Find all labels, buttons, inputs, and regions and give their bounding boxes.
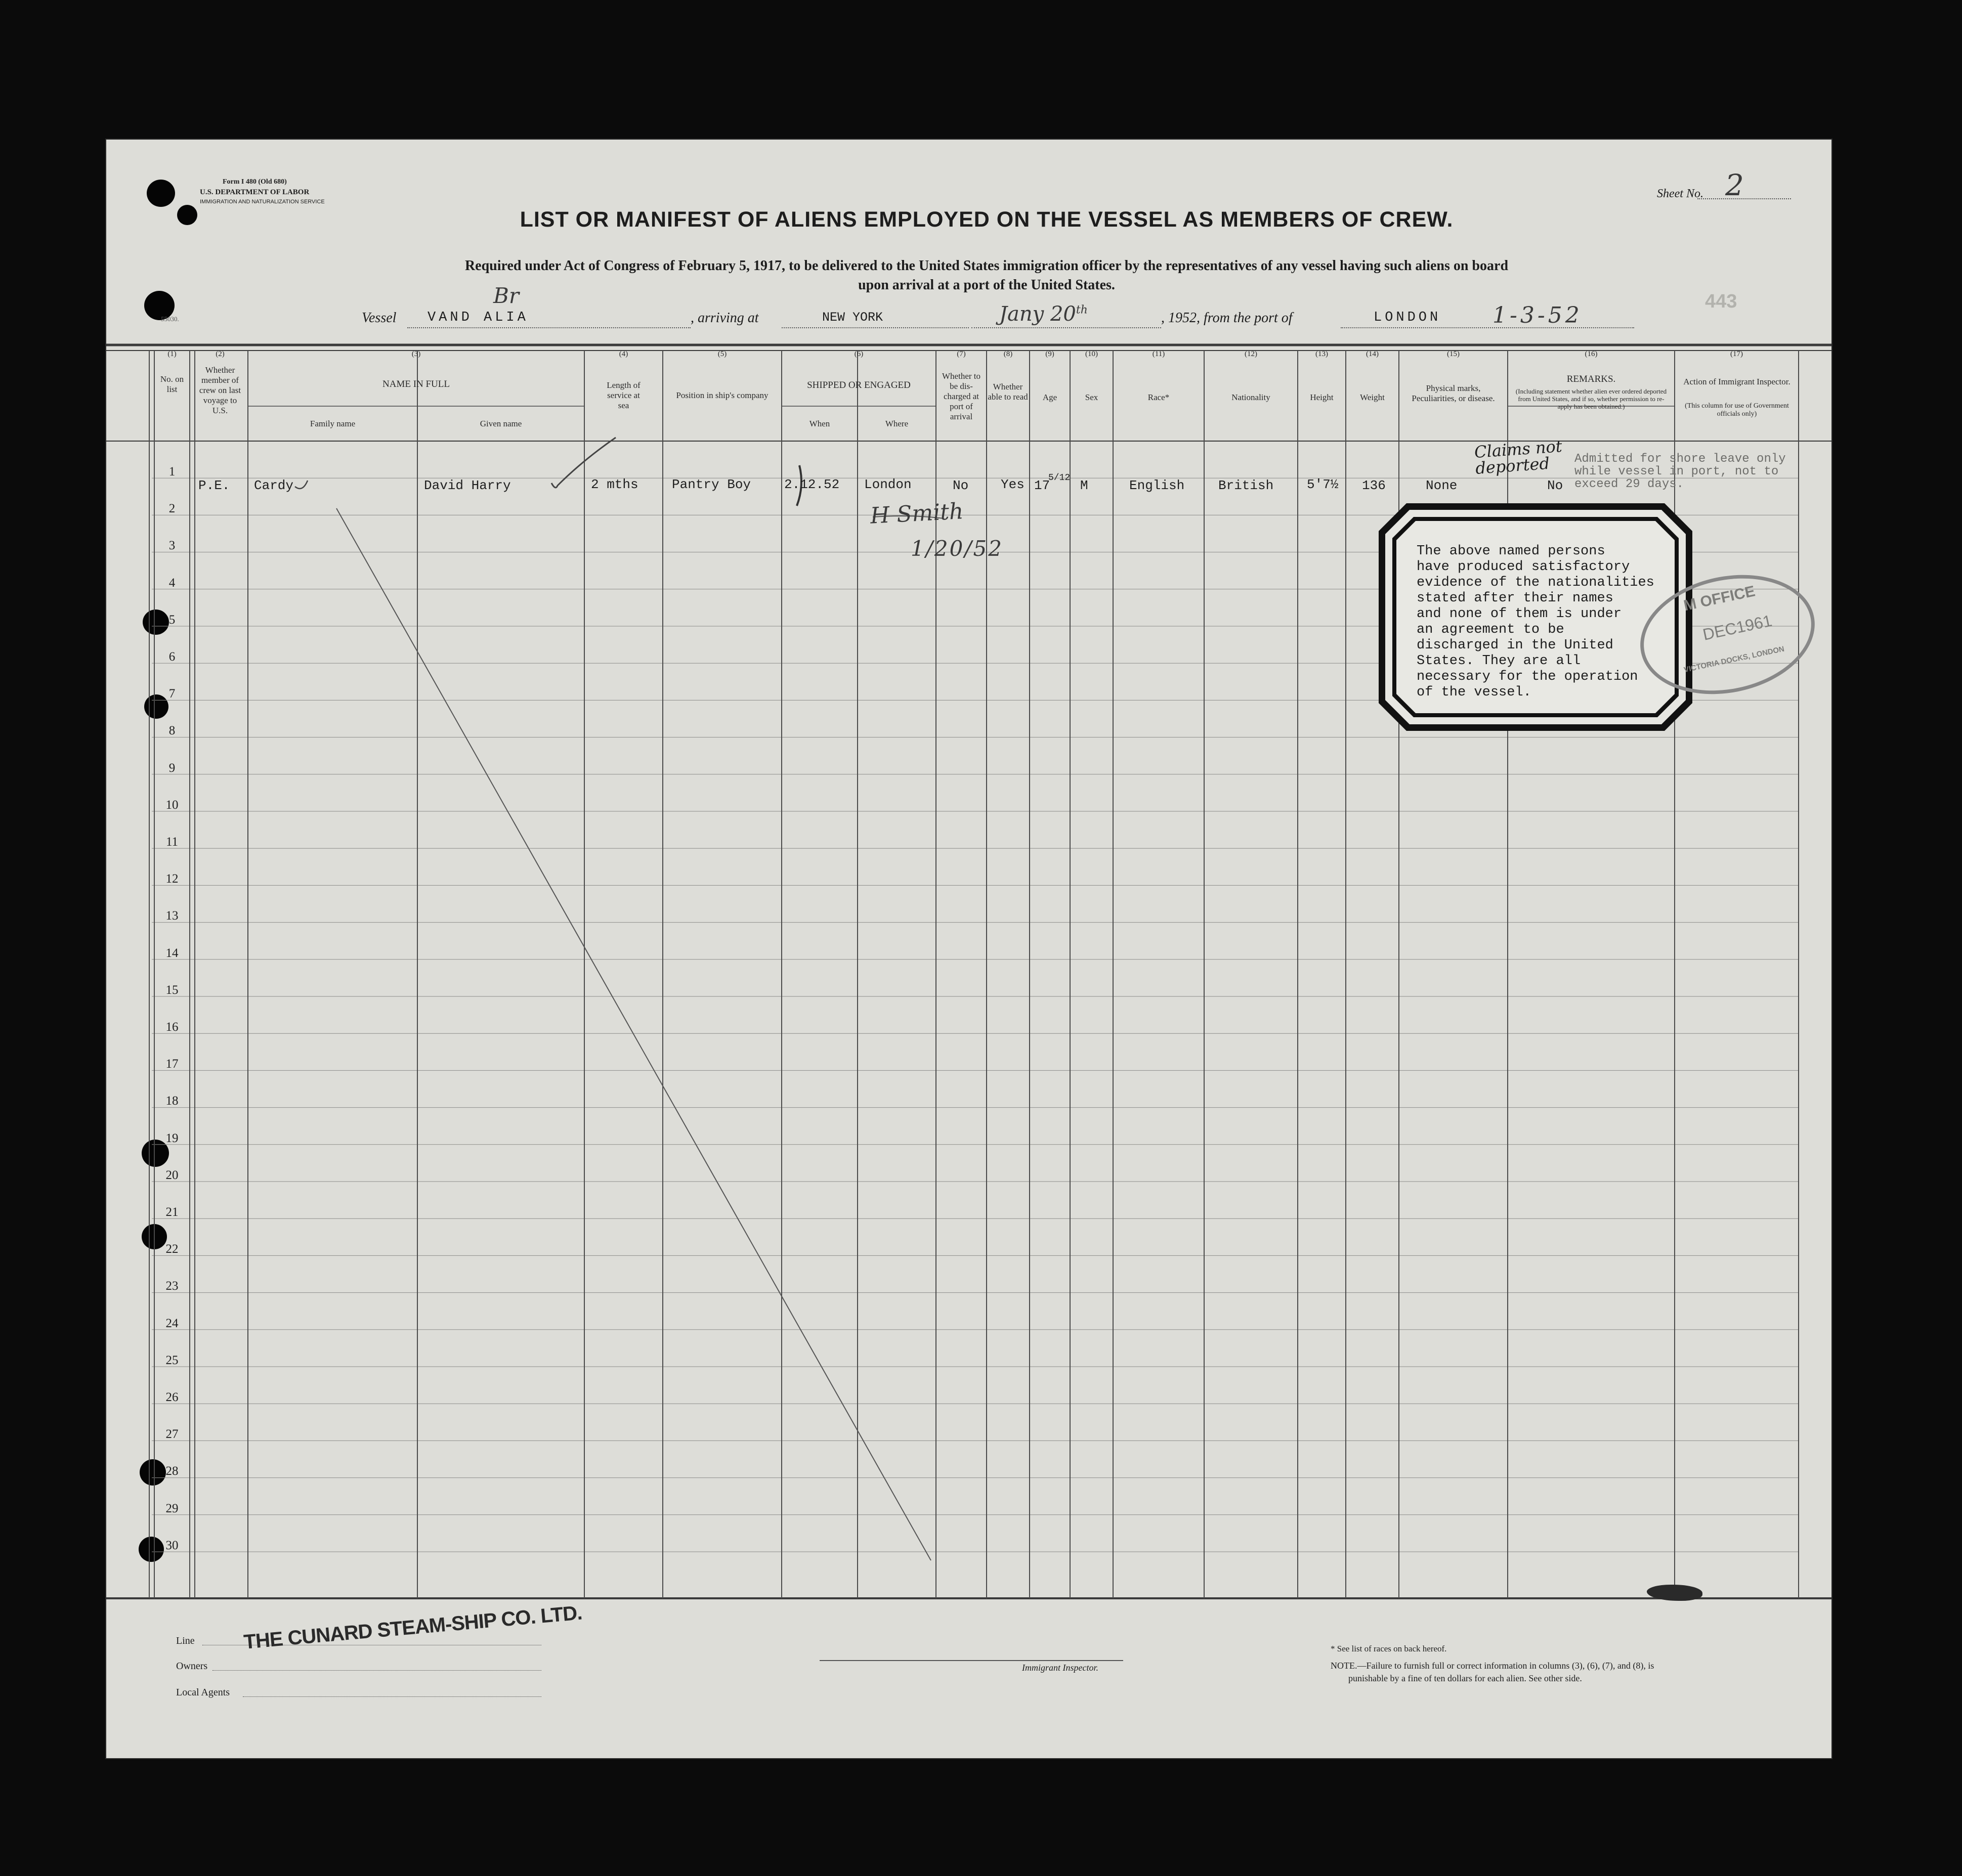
row-number: 16 [165,1020,179,1034]
row-number: 11 [165,835,179,849]
subtitle-line1: Required under Act of Congress of February 5, 1917, to be delivered to the United States immigration officer by the representatives of any vessel having such aliens on board [464,258,1509,274]
col5-header: Position in ship's company [676,390,769,400]
stamp-line: States. They are all [1417,653,1581,669]
col12-header: Nationality [1231,392,1270,402]
row1-length: 2 mths [591,477,638,492]
stamp-line: discharged in the United [1417,638,1613,653]
col1-num: (1) [167,350,177,358]
row-number: 17 [165,1057,179,1071]
row-number: 8 [168,724,176,738]
row-number: 12 [165,872,179,886]
stamp-line: The above named persons [1417,544,1605,559]
col2-header: Whether member of crew on last voyage to U.S. [199,365,241,415]
owners-field [212,1670,541,1671]
col6-num: (6) [854,350,864,358]
agents-field [243,1696,541,1697]
stamp-line: have produced satisfactory [1417,559,1630,575]
vessel-label: Vessel [362,310,397,326]
col13-header: Height [1310,392,1334,402]
row-number: 15 [165,983,179,997]
col16-num: (16) [1585,350,1598,358]
stamp-line: stated after their names [1417,591,1613,606]
row-number: 3 [168,539,176,553]
row-number: 29 [165,1501,179,1515]
row-number: 26 [165,1390,179,1404]
year-label: , 1952, from the port of [1161,310,1293,326]
col17-header: Action of Immigrant Inspector. [1683,377,1790,386]
col11-num: (11) [1152,350,1165,358]
col1-header: No. on list [160,374,184,394]
agents-label: Local Agents [176,1687,230,1698]
row-number: 19 [165,1131,179,1145]
vessel-prefix: Br [493,283,519,308]
col14-header: Weight [1360,392,1385,402]
col17-note: (This column for use of Government officials only) [1685,402,1789,418]
col6-where-subhead: Where [885,419,909,428]
row-number: 4 [168,576,176,590]
from-date: 1-3-52 [1492,302,1583,328]
row-number: 28 [165,1464,179,1478]
department: U.S. DEPARTMENT OF LABOR [200,188,310,196]
col11-header: Race* [1147,392,1170,402]
form-number: Form I 480 (Old 680) [223,178,287,186]
row1-where: London [864,477,912,492]
col7-num: (7) [957,350,966,358]
inspector-label: Immigrant Inspector. [1022,1663,1098,1673]
row-number: 27 [165,1427,179,1442]
row1-remarks: No [1547,478,1563,493]
oval-stamp-date: DEC1961 [1701,611,1774,644]
col4-num: (4) [619,350,628,358]
row1-age-months: 5/12 [1048,473,1071,483]
race-note: * See list of races on back hereof. [1331,1644,1447,1653]
col10-num: (10) [1085,350,1098,358]
col8-num: (8) [1003,350,1013,358]
col6-when-subhead: When [809,419,830,428]
col8-header: Whether able to read [988,382,1028,402]
col14-num: (14) [1366,350,1379,358]
oval-stamp-bottom: VICTORIA DOCKS, LONDON [1683,644,1785,675]
owners-label: Owners [176,1661,208,1672]
col3-num: (3) [411,350,421,358]
col6-header: SHIPPED OR ENGAGED [807,380,911,390]
row-number: 20 [165,1168,179,1182]
row1-weight: 136 [1362,478,1386,493]
vessel-name: VAND ALIA [428,310,529,325]
row-number: 13 [165,909,179,923]
col3-given-subhead: Given name [480,419,522,428]
col12-num: (12) [1245,350,1257,358]
row1-discharged: No [953,478,969,493]
col15-header: Physical marks, Peculiarities, or disease. [1412,383,1495,403]
col5-num: (5) [717,350,727,358]
row-number: 6 [168,650,176,664]
row1-read: Yes [1001,477,1025,492]
arriving-label: , arriving at [691,310,759,326]
inspector-signature-line [820,1660,1123,1661]
row-number: 10 [165,798,179,812]
col17-num: (17) [1730,350,1743,358]
col3-header: NAME IN FULL [382,379,450,389]
arriving-port: NEW YORK [822,310,883,325]
row1-position: Pantry Boy [672,477,751,492]
col7-header: Whether to be dis-charged at port of arrival [942,371,980,421]
row1-action: Admitted for shore leave only while vessel in port, not to exceed 29 days. [1574,452,1786,491]
row-number: 2 [168,502,176,516]
col16-note: (Including statement whether alien ever ordered deported from United States, and if so, whether permission to re-apply has been obtained.) [1515,387,1667,410]
arrival-date-text: Jany 20 [999,302,1076,326]
oval-stamp-top: M OFFICE [1682,583,1757,615]
arrival-date-suffix: th [1076,303,1088,317]
row1-last-voyage: P.E. [198,478,230,493]
row1-given-name: David Harry [424,478,511,493]
inspector-signature: H Smith [869,498,964,529]
stamp-number: 443 [1705,291,1737,312]
footer-note-line1: NOTE.—Failure to furnish full or correct information in columns (3), (6), (7), and (8), is [1331,1661,1654,1671]
col9-header: Age [1042,392,1057,402]
col13-num: (13) [1315,350,1328,358]
row1-when: 2.12.52 [784,477,840,492]
row1-remarks-hand: Claims not deported [1473,436,1563,478]
col9-num: (9) [1045,350,1054,358]
col4-header: Length of service at sea [607,380,641,410]
subtitle-line2: upon arrival at a port of the United States. [858,277,1115,293]
row-number: 25 [165,1353,179,1367]
inspector-signature-date: 1/20/52 [911,536,1003,561]
footer-note-line2: punishable by a fine of ten dollars for each alien. See other side. [1348,1673,1582,1683]
line-label: Line [176,1635,195,1646]
stamp-line: an agreement to be [1417,622,1564,637]
col15-num: (15) [1447,350,1460,358]
row-number: 5 [168,613,176,627]
row-number: 23 [165,1279,179,1293]
page-title: LIST OR MANIFEST OF ALIENS EMPLOYED ON THE VESSEL AS MEMBERS OF CREW. [520,207,1454,232]
row-number: 7 [168,687,176,701]
col2-num: (2) [216,350,225,358]
stamp-line: of the vessel. [1417,685,1531,700]
sheet-value: 2 [1725,168,1744,202]
row1-race: English [1129,478,1185,493]
row1-age: 17 [1034,478,1050,493]
row-number: 30 [165,1538,179,1552]
service: IMMIGRATION AND NATURALIZATION SERVICE [200,199,325,205]
row1-nationality: British [1218,478,1274,493]
stamp-line: evidence of the nationalities [1417,575,1654,590]
row-number: 14 [165,946,179,960]
col10-header: Sex [1085,392,1098,402]
col3-family-subhead: Family name [310,419,356,428]
row-number: 24 [165,1316,179,1330]
owners-value: THE CUNARD STEAM-SHIP CO. LTD. [243,1601,583,1653]
row1-marks: None [1426,478,1458,493]
row1-family-name: Cardy [254,478,294,493]
row-number: 9 [168,761,176,775]
row1-sex: M [1080,478,1088,493]
row-number: 1 [168,465,176,478]
sheet-label: Sheet No. [1657,187,1703,200]
stamp-line: necessary for the operation [1417,669,1638,684]
stamp-line: and none of them is under [1417,606,1622,622]
side-code: 55030. [161,315,179,323]
row-number: 21 [165,1205,179,1219]
row-number: 22 [165,1242,179,1256]
row-number: 18 [165,1094,179,1108]
row1-height: 5'7½ [1307,477,1339,492]
from-port: LONDON [1374,310,1441,325]
col16-header: REMARKS. [1566,374,1616,384]
